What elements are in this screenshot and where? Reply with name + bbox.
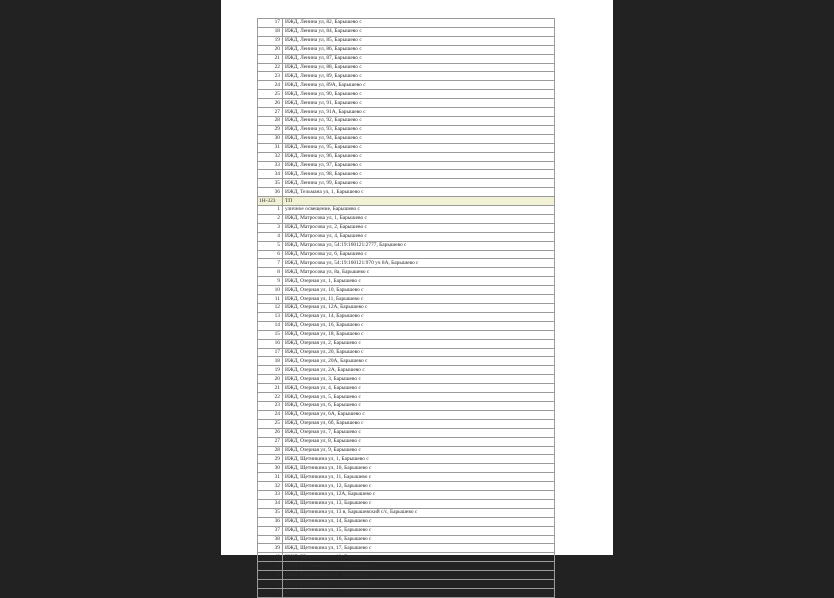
row-address: ИЖД, Щетинкина ул, 19, Барышево с <box>283 562 555 571</box>
table-row <box>258 268 555 277</box>
table-row <box>258 401 555 410</box>
row-number: 25 <box>258 419 283 428</box>
table-row <box>258 526 555 535</box>
row-address: ИЖД, Щетинкина ул, 12, Барышево с <box>283 482 555 491</box>
row-address: ИЖД, Щетинкина ул, 10, Барышево с <box>283 464 555 473</box>
table-row <box>258 446 555 455</box>
row-number: 16 <box>258 339 283 348</box>
row-number: 22 <box>258 393 283 402</box>
group-header-row <box>258 197 555 206</box>
table-row <box>258 499 555 508</box>
row-address: ИЖД, Матросова ул, 1, Барышево с <box>283 214 555 223</box>
row-number: 31 <box>258 473 283 482</box>
table-row <box>258 45 555 54</box>
table-row <box>258 90 555 99</box>
row-address: ИЖД, Озерная ул, 14, Барышево с <box>283 312 555 321</box>
row-number: 38 <box>258 535 283 544</box>
row-number: 37 <box>258 526 283 535</box>
row-address: ИЖД, Ленина ул, 95, Барышево с <box>283 143 555 152</box>
row-number: 25 <box>258 90 283 99</box>
table-row <box>258 19 555 28</box>
row-address: ИЖД, Озерная ул, 9, Барышево с <box>283 446 555 455</box>
row-address: ИЖД, Ленина ул, 97, Барышево с <box>283 161 555 170</box>
table-row <box>258 348 555 357</box>
table-row <box>258 544 555 553</box>
row-number: 30 <box>258 464 283 473</box>
table-row <box>258 108 555 117</box>
row-number: 36 <box>258 188 283 197</box>
table-row <box>258 393 555 402</box>
row-number: 19 <box>258 36 283 45</box>
row-number: 11 <box>258 295 283 304</box>
table-row <box>258 339 555 348</box>
row-number: 4 <box>258 232 283 241</box>
row-number: 13 <box>258 312 283 321</box>
table-row <box>258 188 555 197</box>
row-address: ИЖД, Щетинкина ул, 14, Барышево с <box>283 517 555 526</box>
row-address: ИЖД, Озерная ул, 2А, Барышево с <box>283 366 555 375</box>
row-address: уличное освещение, Барышево с <box>283 206 555 215</box>
row-number: 21 <box>258 54 283 63</box>
table-row <box>258 241 555 250</box>
table-row <box>258 143 555 152</box>
row-address: ИЖД, Щетинкина ул, 16, Барышево с <box>283 535 555 544</box>
row-address: ИЖД, Ленина ул, 87, Барышево с <box>283 54 555 63</box>
document-page <box>221 0 613 596</box>
table-row <box>258 312 555 321</box>
table-row <box>258 571 555 580</box>
row-address: ИЖД, Озерная ул, 11, Барышево с <box>283 295 555 304</box>
row-address: ИЖД, Щетинкина ул, 12А, Барышево с <box>283 491 555 500</box>
table-row <box>258 304 555 313</box>
row-address: ИЖД, Матросова ул, 54:19:160121:2777, Барышево с <box>283 241 555 250</box>
row-number: 32 <box>258 152 283 161</box>
row-address: ИЖД, Озерная ул, 18, Барышево с <box>283 330 555 339</box>
address-table-body <box>258 19 555 598</box>
table-row <box>258 214 555 223</box>
row-number: 28 <box>258 116 283 125</box>
row-address: ИЖД, Ленина ул, 96, Барышево с <box>283 152 555 161</box>
row-number: 32 <box>258 482 283 491</box>
table-row <box>258 259 555 268</box>
table-row <box>258 366 555 375</box>
table-row <box>258 535 555 544</box>
table-row <box>258 517 555 526</box>
row-number: 18 <box>258 357 283 366</box>
row-number: 1 <box>258 206 283 215</box>
row-number: 17 <box>258 348 283 357</box>
table-row <box>258 428 555 437</box>
table-row <box>258 134 555 143</box>
table-row <box>258 116 555 125</box>
row-address: ИЖД, Озерная ул, 16, Барышево с <box>283 321 555 330</box>
row-number: 30 <box>258 134 283 143</box>
table-row <box>258 179 555 188</box>
row-address: ИЖД, Ленина ул, 89, Барышево с <box>283 72 555 81</box>
row-number: 3 <box>258 223 283 232</box>
table-row <box>258 250 555 259</box>
row-number: 8 <box>258 268 283 277</box>
row-address: ИЖД, Ленина ул, 93, Барышево с <box>283 125 555 134</box>
row-number: 34 <box>258 170 283 179</box>
row-address: ИЖД, Ленина ул, 90, Барышево с <box>283 90 555 99</box>
table-row <box>258 357 555 366</box>
row-number: 26 <box>258 99 283 108</box>
row-number: 12 <box>258 304 283 313</box>
row-address: ИЖД, Ленина ул, 92, Барышево с <box>283 116 555 125</box>
row-number: 44 <box>258 589 283 598</box>
row-address: ИЖД, Озерная ул, 20, Барышево с <box>283 348 555 357</box>
row-number: 6 <box>258 250 283 259</box>
row-address: ИЖД, Щетинкина ул, 20, Барышево с <box>283 580 555 589</box>
table-row <box>258 384 555 393</box>
row-number: 33 <box>258 161 283 170</box>
group-label: ТП <box>283 197 555 206</box>
row-address: ИЖД, Матросова ул, 6, Барышево с <box>283 250 555 259</box>
row-number: 29 <box>258 125 283 134</box>
row-number: 27 <box>258 108 283 117</box>
row-number: 20 <box>258 375 283 384</box>
row-number: 5 <box>258 241 283 250</box>
row-number: 29 <box>258 455 283 464</box>
row-number: 18 <box>258 27 283 36</box>
table-row <box>258 54 555 63</box>
row-address: ИЖД, Матросова ул, 8а, Барышево с <box>283 268 555 277</box>
row-address: ИЖД, Озерная ул, 5, Барышево с <box>283 393 555 402</box>
row-address: ИЖД, Озерная ул, 4, Барышево с <box>283 384 555 393</box>
row-number: 24 <box>258 410 283 419</box>
row-number: 34 <box>258 499 283 508</box>
row-number: 19 <box>258 366 283 375</box>
row-number: 20 <box>258 45 283 54</box>
row-address: ИЖД, Щетинкина ул, 21, Барышево с <box>283 589 555 598</box>
row-number: 28 <box>258 446 283 455</box>
table-row <box>258 437 555 446</box>
row-number: 14 <box>258 321 283 330</box>
table-row <box>258 321 555 330</box>
row-number: 21 <box>258 384 283 393</box>
table-row <box>258 375 555 384</box>
row-number: 17 <box>258 19 283 28</box>
table-row <box>258 455 555 464</box>
row-address: ИЖД, Ленина ул, 89А, Барышево с <box>283 81 555 90</box>
row-address: ИЖД, Озерная ул, 8, Барышево с <box>283 437 555 446</box>
row-address: ИЖД, Озерная ул, 6А, Барышево с <box>283 410 555 419</box>
table-row <box>258 508 555 517</box>
row-number: 35 <box>258 508 283 517</box>
table-row <box>258 464 555 473</box>
table-row <box>258 206 555 215</box>
row-address: ИЖД, Тельмана ул, 1, Барышево с <box>283 188 555 197</box>
row-address: ИЖД, Матросова ул, 4, Барышево с <box>283 232 555 241</box>
group-code: 1Н-323 <box>258 197 283 206</box>
table-row <box>258 72 555 81</box>
row-address: ИЖД, Озерная ул, 7, Барышево с <box>283 428 555 437</box>
table-row <box>258 330 555 339</box>
row-address: ИЖД, Озерная ул, 6б, Барышево с <box>283 419 555 428</box>
row-address: ИЖД, Ленина ул, 91А, Барышево с <box>283 108 555 117</box>
table-row <box>258 152 555 161</box>
row-address: ИЖД, Ленина ул, 94, Барышево с <box>283 134 555 143</box>
table-row <box>258 170 555 179</box>
row-address: ИЖД, Щетинкина ул, 2, Барышево с <box>283 571 555 580</box>
address-table <box>257 18 555 598</box>
table-row <box>258 36 555 45</box>
row-address: ИЖД, Ленина ул, 82, Барышево с <box>283 19 555 28</box>
table-row <box>258 161 555 170</box>
row-address: ИЖД, Щетинкина ул, 13 в, Барышевский с/с, Барышево с <box>283 508 555 517</box>
row-address: ИЖД, Ленина ул, 85, Барышево с <box>283 36 555 45</box>
row-number: 40 <box>258 553 283 562</box>
row-number: 27 <box>258 437 283 446</box>
table-row <box>258 482 555 491</box>
row-address: ИЖД, Матросова ул, 54:19:160121:970 уч 8А, Барышево с <box>283 259 555 268</box>
row-address: ИЖД, Щетинкина ул, 15, Барышево с <box>283 526 555 535</box>
row-address: ИЖД, Ленина ул, 84, Барышево с <box>283 27 555 36</box>
row-address: ИЖД, Матросова ул, 2, Барышево с <box>283 223 555 232</box>
row-address: ИЖД, Озерная ул, 20А, Барышево с <box>283 357 555 366</box>
row-address: ИЖД, Ленина ул, 98, Барышево с <box>283 170 555 179</box>
table-row <box>258 63 555 72</box>
row-number: 41 <box>258 562 283 571</box>
row-address: ИЖД, Озерная ул, 2, Барышево с <box>283 339 555 348</box>
table-row <box>258 286 555 295</box>
table-row <box>258 295 555 304</box>
row-number: 23 <box>258 401 283 410</box>
row-number: 36 <box>258 517 283 526</box>
table-row <box>258 491 555 500</box>
row-number: 7 <box>258 259 283 268</box>
row-address: ИЖД, Озерная ул, 1, Барышево с <box>283 277 555 286</box>
table-row <box>258 553 555 562</box>
table-row <box>258 232 555 241</box>
row-number: 43 <box>258 580 283 589</box>
table-row <box>258 562 555 571</box>
row-address: ИЖД, Ленина ул, 91, Барышево с <box>283 99 555 108</box>
row-address: ИЖД, Озерная ул, 3, Барышево с <box>283 375 555 384</box>
row-number: 22 <box>258 63 283 72</box>
table-row <box>258 580 555 589</box>
row-number: 42 <box>258 571 283 580</box>
row-address: ИЖД, Ленина ул, 99, Барышево с <box>283 179 555 188</box>
table-row <box>258 27 555 36</box>
table-row <box>258 410 555 419</box>
row-number: 33 <box>258 491 283 500</box>
row-address: ИЖД, Щетинкина ул, 11, Барышево с <box>283 473 555 482</box>
row-address: ИЖД, Ленина ул, 86, Барышево с <box>283 45 555 54</box>
row-number: 31 <box>258 143 283 152</box>
table-row <box>258 473 555 482</box>
row-number: 39 <box>258 544 283 553</box>
table-row <box>258 99 555 108</box>
row-address: ИЖД, Озерная ул, 12А, Барышево с <box>283 304 555 313</box>
row-number: 9 <box>258 277 283 286</box>
table-row <box>258 81 555 90</box>
row-address: ИЖД, Озерная ул, 10, Барышево с <box>283 286 555 295</box>
table-row <box>258 223 555 232</box>
row-address: ИЖД, Озерная ул, 6, Барышево с <box>283 401 555 410</box>
row-number: 26 <box>258 428 283 437</box>
table-row <box>258 589 555 598</box>
row-number: 2 <box>258 214 283 223</box>
table-row <box>258 277 555 286</box>
row-address: ИЖД, Ленина ул, 88, Барышево с <box>283 63 555 72</box>
row-number: 24 <box>258 81 283 90</box>
row-number: 15 <box>258 330 283 339</box>
row-address: ИЖД, Щетинкина ул, 1, Барышево с <box>283 455 555 464</box>
row-number: 10 <box>258 286 283 295</box>
row-address: ИЖД, Щетинкина ул, 17, Барышево с <box>283 544 555 553</box>
row-number: 35 <box>258 179 283 188</box>
row-address: ИЖД, Щетинкина ул, 18, Барышево с <box>283 553 555 562</box>
row-address: ИЖД, Щетинкина ул, 13, Барышево с <box>283 499 555 508</box>
table-row <box>258 125 555 134</box>
row-number: 23 <box>258 72 283 81</box>
table-row <box>258 419 555 428</box>
